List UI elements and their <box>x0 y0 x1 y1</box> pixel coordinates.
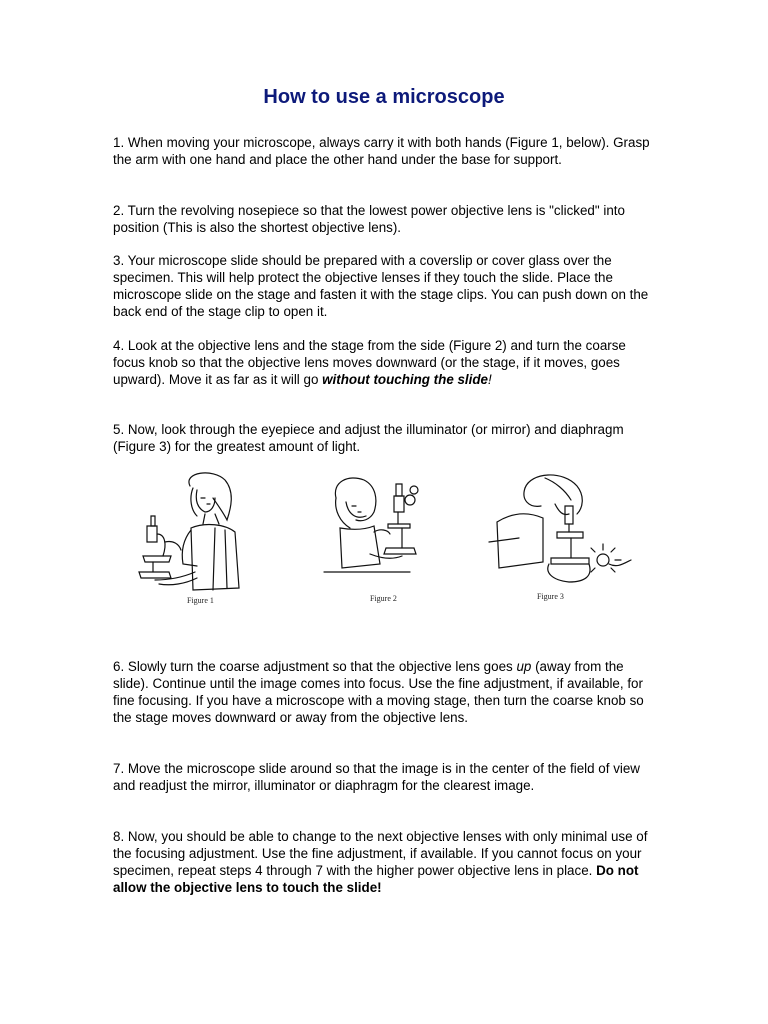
page-title: How to use a microscope <box>263 86 505 108</box>
step-4-end: ! <box>488 372 492 387</box>
step-4-emphasis: without touching the slide <box>322 372 489 387</box>
step-8-text: 8. Now, you should be able to change to the next objective lenses with only minimal use of the focusing adjustment. Use the fine adjustment, if available. If you cannot focus on your specimen, repeat steps 4 through 7 with the higher power objective lens in place. <box>113 829 648 878</box>
figure-3 <box>485 468 635 613</box>
figure-1 <box>135 468 285 613</box>
step-3: 3. Your microscope slide should be prepared with a coverslip or cover glass over the specimen. This will help protect the objective lenses if they touch the slide. Place the microscope slide on the stage and fasten it with the stage clips. You can push down on the back end of the stage clip to open it. <box>113 253 649 319</box>
step-6-text: 6. Slowly turn the coarse adjustment so that the objective lens goes <box>113 659 517 674</box>
figure-2-drawing <box>318 468 468 613</box>
figure-2-caption: Figure 2 <box>370 594 397 603</box>
figure-3-caption: Figure 3 <box>537 592 564 601</box>
step-4-text: 4. Look at the objective lens and the stage from the side (Figure 2) and turn the coarse focus knob so that the objective lens moves downward (or the stage, if it moves, goes upward). Move it as far as it will go <box>113 338 626 387</box>
figure-2 <box>318 468 468 613</box>
step-6 <box>113 658 658 726</box>
figure-1-caption: Figure 1 <box>187 596 214 605</box>
step-1: 1. When moving your microscope, always carry it with both hands (Figure 1, below). Grasp the arm with one hand and place the other hand under the base for support. <box>113 135 650 167</box>
step-8-emphasis: Do not allow the objective lens to touch the slide! <box>113 863 639 895</box>
step-4 <box>113 337 658 388</box>
step-7: 7. Move the microscope slide around so that the image is in the center of the field of view and readjust the mirror, illuminator or diaphragm for the clearest image. <box>113 761 640 793</box>
step-8 <box>113 828 658 896</box>
step-5: 5. Now, look through the eyepiece and adjust the illuminator (or mirror) and diaphragm (Figure 3) for the greatest amount of light. <box>113 422 624 454</box>
step-6-emphasis: up <box>516 659 532 674</box>
figure-1-drawing <box>135 468 285 613</box>
step-6-rest: (away from the slide). Continue until the image comes into focus. Use the fine adjustment, if available, for fine focusing. If you have a microscope with a moving stage, then turn the coarse knob so the stage moves downward or away from the objective lens. <box>113 659 644 725</box>
step-2: 2. Turn the revolving nosepiece so that the lowest power objective lens is "clicked" into position (This is also the shortest objective lens). <box>113 203 625 235</box>
